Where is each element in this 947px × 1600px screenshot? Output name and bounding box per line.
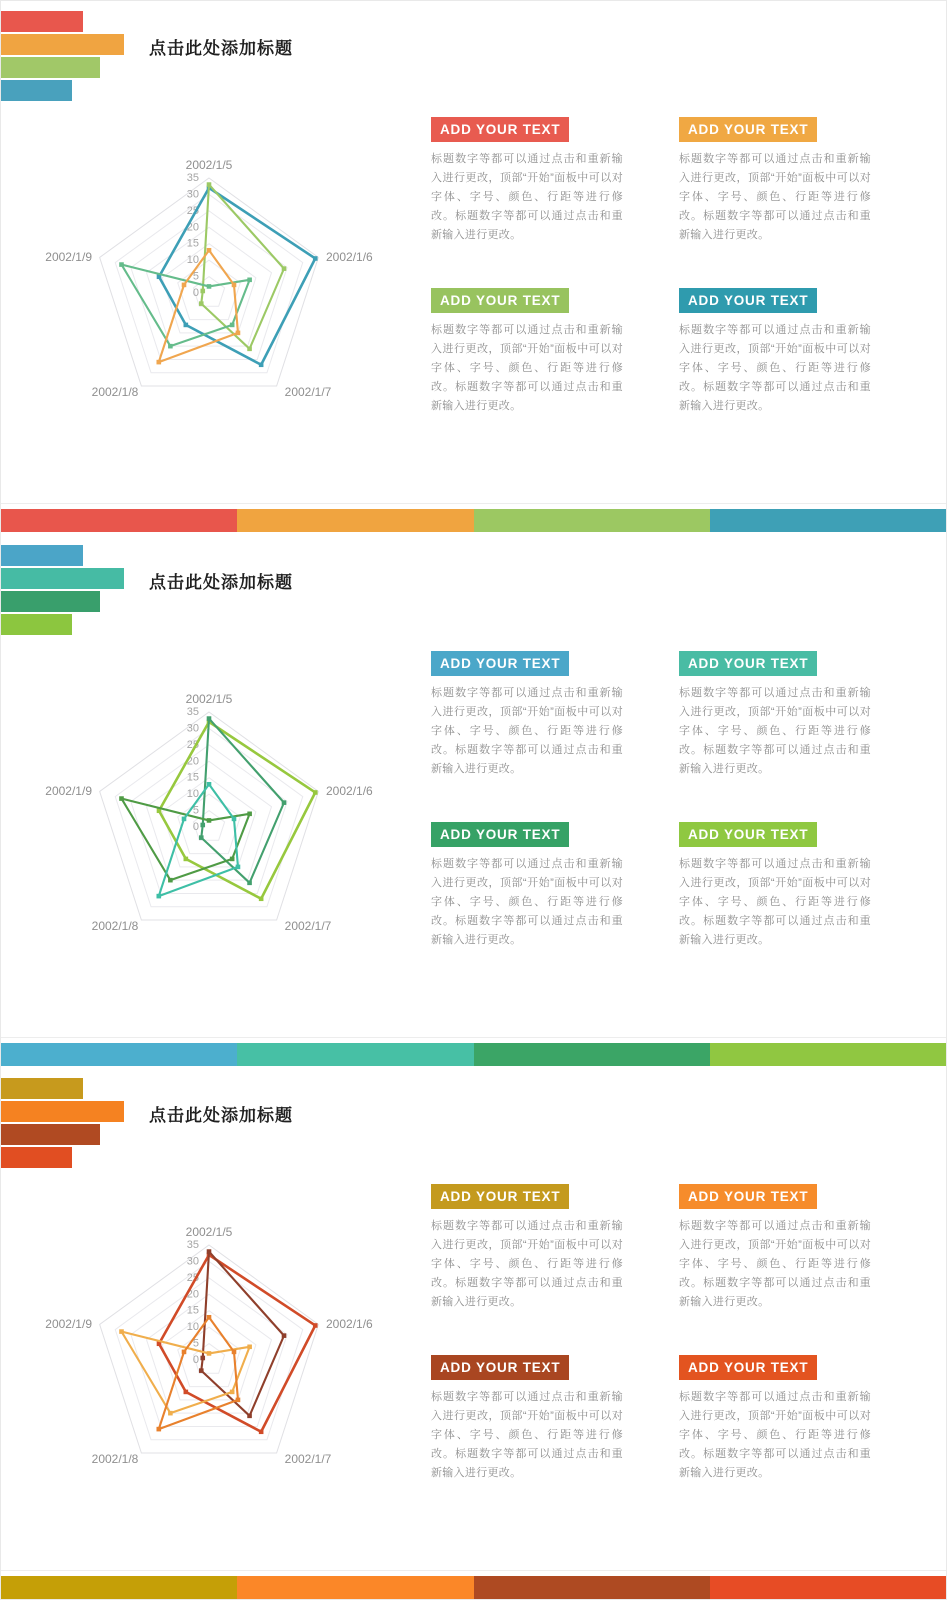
slide-2 <box>1 535 946 1068</box>
radar-series-marker <box>207 818 212 823</box>
radar-series-marker <box>199 1368 204 1373</box>
text-box-3 <box>431 1355 623 1483</box>
radar-series-marker <box>282 266 287 271</box>
radar-series-marker <box>199 301 204 306</box>
radar-series-marker <box>247 812 252 817</box>
text-box-heading[interactable]: ADD YOUR TEXT <box>679 1355 817 1380</box>
text-box-4 <box>679 1355 871 1483</box>
radar-series-marker <box>200 289 205 294</box>
text-box-1 <box>431 1184 623 1312</box>
radar-series-marker <box>207 248 212 253</box>
radar-series-marker <box>247 347 252 352</box>
slide-3 <box>1 1068 946 1600</box>
radar-series-marker <box>313 1323 318 1328</box>
strip-segment <box>710 509 946 532</box>
radar-series-marker <box>207 182 212 187</box>
radar-tick-label: 25 <box>186 1271 199 1284</box>
radar-series-marker <box>236 865 241 870</box>
text-box-body[interactable]: 标题数字等都可以通过点击和重新输入进行更改，顶部“开始”面板中可以对字体、字号、颜色、行距等进行修改。标题数字等都可以通过点击和重新输入进行更改。 <box>431 858 623 946</box>
radar-series-marker <box>184 857 189 862</box>
radar-tick-label: 5 <box>192 1337 199 1350</box>
radar-tick-label: 35 <box>186 172 199 184</box>
text-box-heading[interactable]: ADD YOUR TEXT <box>679 822 817 847</box>
radar-series-marker <box>236 331 241 336</box>
text-box-body[interactable]: 标题数字等都可以通过点击和重新输入进行更改，顶部“开始”面板中可以对字体、字号、颜色、行距等进行修改。标题数字等都可以通过点击和重新输入进行更改。 <box>679 324 871 412</box>
radar-tick-label: 0 <box>192 821 199 833</box>
text-box-heading[interactable]: ADD YOUR TEXT <box>431 1355 569 1380</box>
corner-bar <box>1 1101 124 1122</box>
radar-tick-label: 5 <box>192 804 199 817</box>
text-box-body[interactable]: 标题数字等都可以通过点击和重新输入进行更改，顶部“开始”面板中可以对字体、字号、颜色、行距等进行修改。标题数字等都可以通过点击和重新输入进行更改。 <box>679 153 871 241</box>
radar-tick-label: 25 <box>186 738 199 751</box>
radar-tick-label: 0 <box>192 287 199 299</box>
text-box-heading[interactable]: ADD YOUR TEXT <box>431 1184 569 1209</box>
text-box-1 <box>431 651 623 779</box>
radar-series-marker <box>282 800 287 805</box>
radar-tick-label: 20 <box>186 1288 199 1301</box>
radar-axis-label: 2002/1/8 <box>91 385 139 399</box>
radar-series-marker <box>168 878 173 883</box>
radar-axis-label: 2002/1/8 <box>91 919 139 933</box>
text-box-body[interactable]: 标题数字等都可以通过点击和重新输入进行更改，顶部“开始”面板中可以对字体、字号、颜色、行距等进行修改。标题数字等都可以通过点击和重新输入进行更改。 <box>431 153 623 241</box>
radar-chart[interactable] <box>1 79 421 511</box>
text-box-body[interactable]: 标题数字等都可以通过点击和重新输入进行更改，顶部“开始”面板中可以对字体、字号、颜色、行距等进行修改。标题数字等都可以通过点击和重新输入进行更改。 <box>431 324 623 412</box>
radar-tick-label: 30 <box>186 1255 199 1268</box>
radar-tick-label: 25 <box>186 204 199 217</box>
bottom-color-strip <box>1 1576 946 1599</box>
radar-series-marker <box>199 835 204 840</box>
strip-segment <box>710 1043 946 1066</box>
radar-series-marker <box>207 716 212 721</box>
radar-series-marker <box>119 1329 124 1334</box>
text-box-2 <box>679 117 871 245</box>
radar-series-marker <box>156 360 161 365</box>
strip-segment <box>1 1043 237 1066</box>
radar-series-marker <box>207 1351 212 1356</box>
radar-series-marker <box>156 1427 161 1432</box>
radar-series-marker <box>182 283 187 288</box>
text-box-body[interactable]: 标题数字等都可以通过点击和重新输入进行更改，顶部“开始”面板中可以对字体、字号、颜色、行距等进行修改。标题数字等都可以通过点击和重新输入进行更改。 <box>431 687 623 775</box>
radar-series-marker <box>156 894 161 899</box>
strip-segment <box>474 1043 710 1066</box>
text-box-body[interactable]: 标题数字等都可以通过点击和重新输入进行更改，顶部“开始”面板中可以对字体、字号、颜色、行距等进行修改。标题数字等都可以通过点击和重新输入进行更改。 <box>679 1391 871 1479</box>
text-box-2 <box>679 1184 871 1312</box>
radar-tick-label: 15 <box>186 771 199 784</box>
radar-tick-label: 5 <box>192 270 199 283</box>
text-box-heading[interactable]: ADD YOUR TEXT <box>431 822 569 847</box>
radar-series-marker <box>207 1249 212 1254</box>
text-box-body[interactable]: 标题数字等都可以通过点击和重新输入进行更改，顶部“开始”面板中可以对字体、字号、颜色、行距等进行修改。标题数字等都可以通过点击和重新输入进行更改。 <box>679 1220 871 1308</box>
radar-axis-label: 2002/1/5 <box>185 158 233 172</box>
radar-series-marker <box>184 1390 189 1395</box>
radar-tick-label: 10 <box>186 788 199 801</box>
radar-tick-label: 10 <box>186 1321 199 1334</box>
radar-series-marker <box>119 262 124 267</box>
radar-tick-label: 35 <box>186 1239 199 1251</box>
corner-bar <box>1 1078 83 1099</box>
strip-segment <box>1 509 237 532</box>
radar-chart[interactable] <box>1 613 421 1045</box>
text-box-heading[interactable]: ADD YOUR TEXT <box>679 651 817 676</box>
radar-axis-label: 2002/1/7 <box>284 1452 332 1466</box>
strip-segment <box>474 1576 710 1599</box>
text-box-heading[interactable]: ADD YOUR TEXT <box>679 117 817 142</box>
radar-series-marker <box>182 817 187 822</box>
radar-series-marker <box>232 283 237 288</box>
radar-series-marker <box>236 1398 241 1403</box>
text-box-heading[interactable]: ADD YOUR TEXT <box>679 288 817 313</box>
radar-series-marker <box>230 1390 235 1395</box>
radar-series-marker <box>232 1350 237 1355</box>
radar-axis-label: 2002/1/6 <box>326 1317 373 1331</box>
radar-tick-label: 20 <box>186 755 199 768</box>
strip-segment <box>237 1576 473 1599</box>
radar-series-marker <box>247 1414 252 1419</box>
radar-series-marker <box>207 782 212 787</box>
radar-series-marker <box>259 362 264 367</box>
radar-series-marker <box>259 896 264 901</box>
text-box-4 <box>679 822 871 950</box>
radar-axis-label: 2002/1/7 <box>284 919 332 933</box>
slide-title-placeholder[interactable]: 点击此处添加标题 <box>149 39 293 58</box>
radar-series-marker <box>207 284 212 289</box>
radar-axis-label: 2002/1/5 <box>185 692 233 706</box>
radar-series-marker <box>168 1411 173 1416</box>
text-box-body[interactable]: 标题数字等都可以通过点击和重新输入进行更改，顶部“开始”面板中可以对字体、字号、颜色、行距等进行修改。标题数字等都可以通过点击和重新输入进行更改。 <box>679 858 871 946</box>
radar-tick-label: 30 <box>186 722 199 735</box>
radar-tick-label: 15 <box>186 1304 199 1317</box>
bottom-color-strip <box>1 1043 946 1066</box>
radar-axis-label: 2002/1/7 <box>284 385 332 399</box>
radar-series-marker <box>200 823 205 828</box>
slide-bottom-hairline <box>1 503 946 504</box>
strip-segment <box>237 1043 473 1066</box>
radar-series-marker <box>207 1315 212 1320</box>
bottom-color-strip <box>1 509 946 532</box>
text-box-body[interactable]: 标题数字等都可以通过点击和重新输入进行更改，顶部“开始”面板中可以对字体、字号、颜色、行距等进行修改。标题数字等都可以通过点击和重新输入进行更改。 <box>679 687 871 775</box>
text-box-3 <box>431 288 623 416</box>
corner-bar <box>1 34 124 55</box>
radar-series-marker <box>247 881 252 886</box>
strip-segment <box>1 1576 237 1599</box>
radar-series-marker <box>168 344 173 349</box>
radar-chart[interactable] <box>1 1146 421 1578</box>
radar-series-marker <box>282 1333 287 1338</box>
slide-title-placeholder[interactable]: 点击此处添加标题 <box>149 1106 293 1125</box>
radar-tick-label: 0 <box>192 1354 199 1366</box>
strip-segment <box>710 1576 946 1599</box>
radar-series-marker <box>313 256 318 261</box>
radar-series-marker <box>230 323 235 328</box>
radar-tick-label: 10 <box>186 254 199 267</box>
slide-bottom-hairline <box>1 1037 946 1038</box>
radar-series-marker <box>232 817 237 822</box>
radar-axis-label: 2002/1/6 <box>326 250 373 264</box>
text-box-3 <box>431 822 623 950</box>
text-box-body[interactable]: 标题数字等都可以通过点击和重新输入进行更改，顶部“开始”面板中可以对字体、字号、颜色、行距等进行修改。标题数字等都可以通过点击和重新输入进行更改。 <box>431 1220 623 1308</box>
text-box-1 <box>431 117 623 245</box>
radar-series-marker <box>182 1350 187 1355</box>
radar-series-marker <box>184 323 189 328</box>
slide-title-placeholder[interactable]: 点击此处添加标题 <box>149 573 293 592</box>
text-box-heading[interactable]: ADD YOUR TEXT <box>431 288 569 313</box>
slide-bottom-hairline <box>1 1570 946 1571</box>
radar-axis-label: 2002/1/6 <box>326 784 373 798</box>
strip-segment <box>474 509 710 532</box>
radar-series-marker <box>247 1345 252 1350</box>
radar-axis-label: 2002/1/9 <box>45 1317 92 1331</box>
radar-axis-label: 2002/1/5 <box>185 1225 233 1239</box>
radar-tick-label: 30 <box>186 188 199 201</box>
radar-tick-label: 15 <box>186 237 199 250</box>
slide-1 <box>1 1 946 534</box>
radar-series-marker <box>259 1429 264 1434</box>
radar-series-marker <box>247 278 252 283</box>
radar-axis-label: 2002/1/8 <box>91 1452 139 1466</box>
radar-axis-label: 2002/1/9 <box>45 784 92 798</box>
text-box-body[interactable]: 标题数字等都可以通过点击和重新输入进行更改，顶部“开始”面板中可以对字体、字号、颜色、行距等进行修改。标题数字等都可以通过点击和重新输入进行更改。 <box>431 1391 623 1479</box>
radar-series-marker <box>313 790 318 795</box>
radar-axis-label: 2002/1/9 <box>45 250 92 264</box>
corner-bar <box>1 568 124 589</box>
corner-bar <box>1 11 83 32</box>
radar-tick-label: 20 <box>186 221 199 234</box>
radar-series-marker <box>230 857 235 862</box>
corner-bar <box>1 545 83 566</box>
text-box-4 <box>679 288 871 416</box>
corner-bar <box>1 591 100 612</box>
text-box-heading[interactable]: ADD YOUR TEXT <box>431 651 569 676</box>
text-box-heading[interactable]: ADD YOUR TEXT <box>431 117 569 142</box>
strip-segment <box>237 509 473 532</box>
text-box-2 <box>679 651 871 779</box>
radar-series-marker <box>200 1356 205 1361</box>
radar-tick-label: 35 <box>186 706 199 718</box>
corner-bar <box>1 57 100 78</box>
radar-series-marker <box>119 796 124 801</box>
text-box-heading[interactable]: ADD YOUR TEXT <box>679 1184 817 1209</box>
corner-bar <box>1 1124 100 1145</box>
